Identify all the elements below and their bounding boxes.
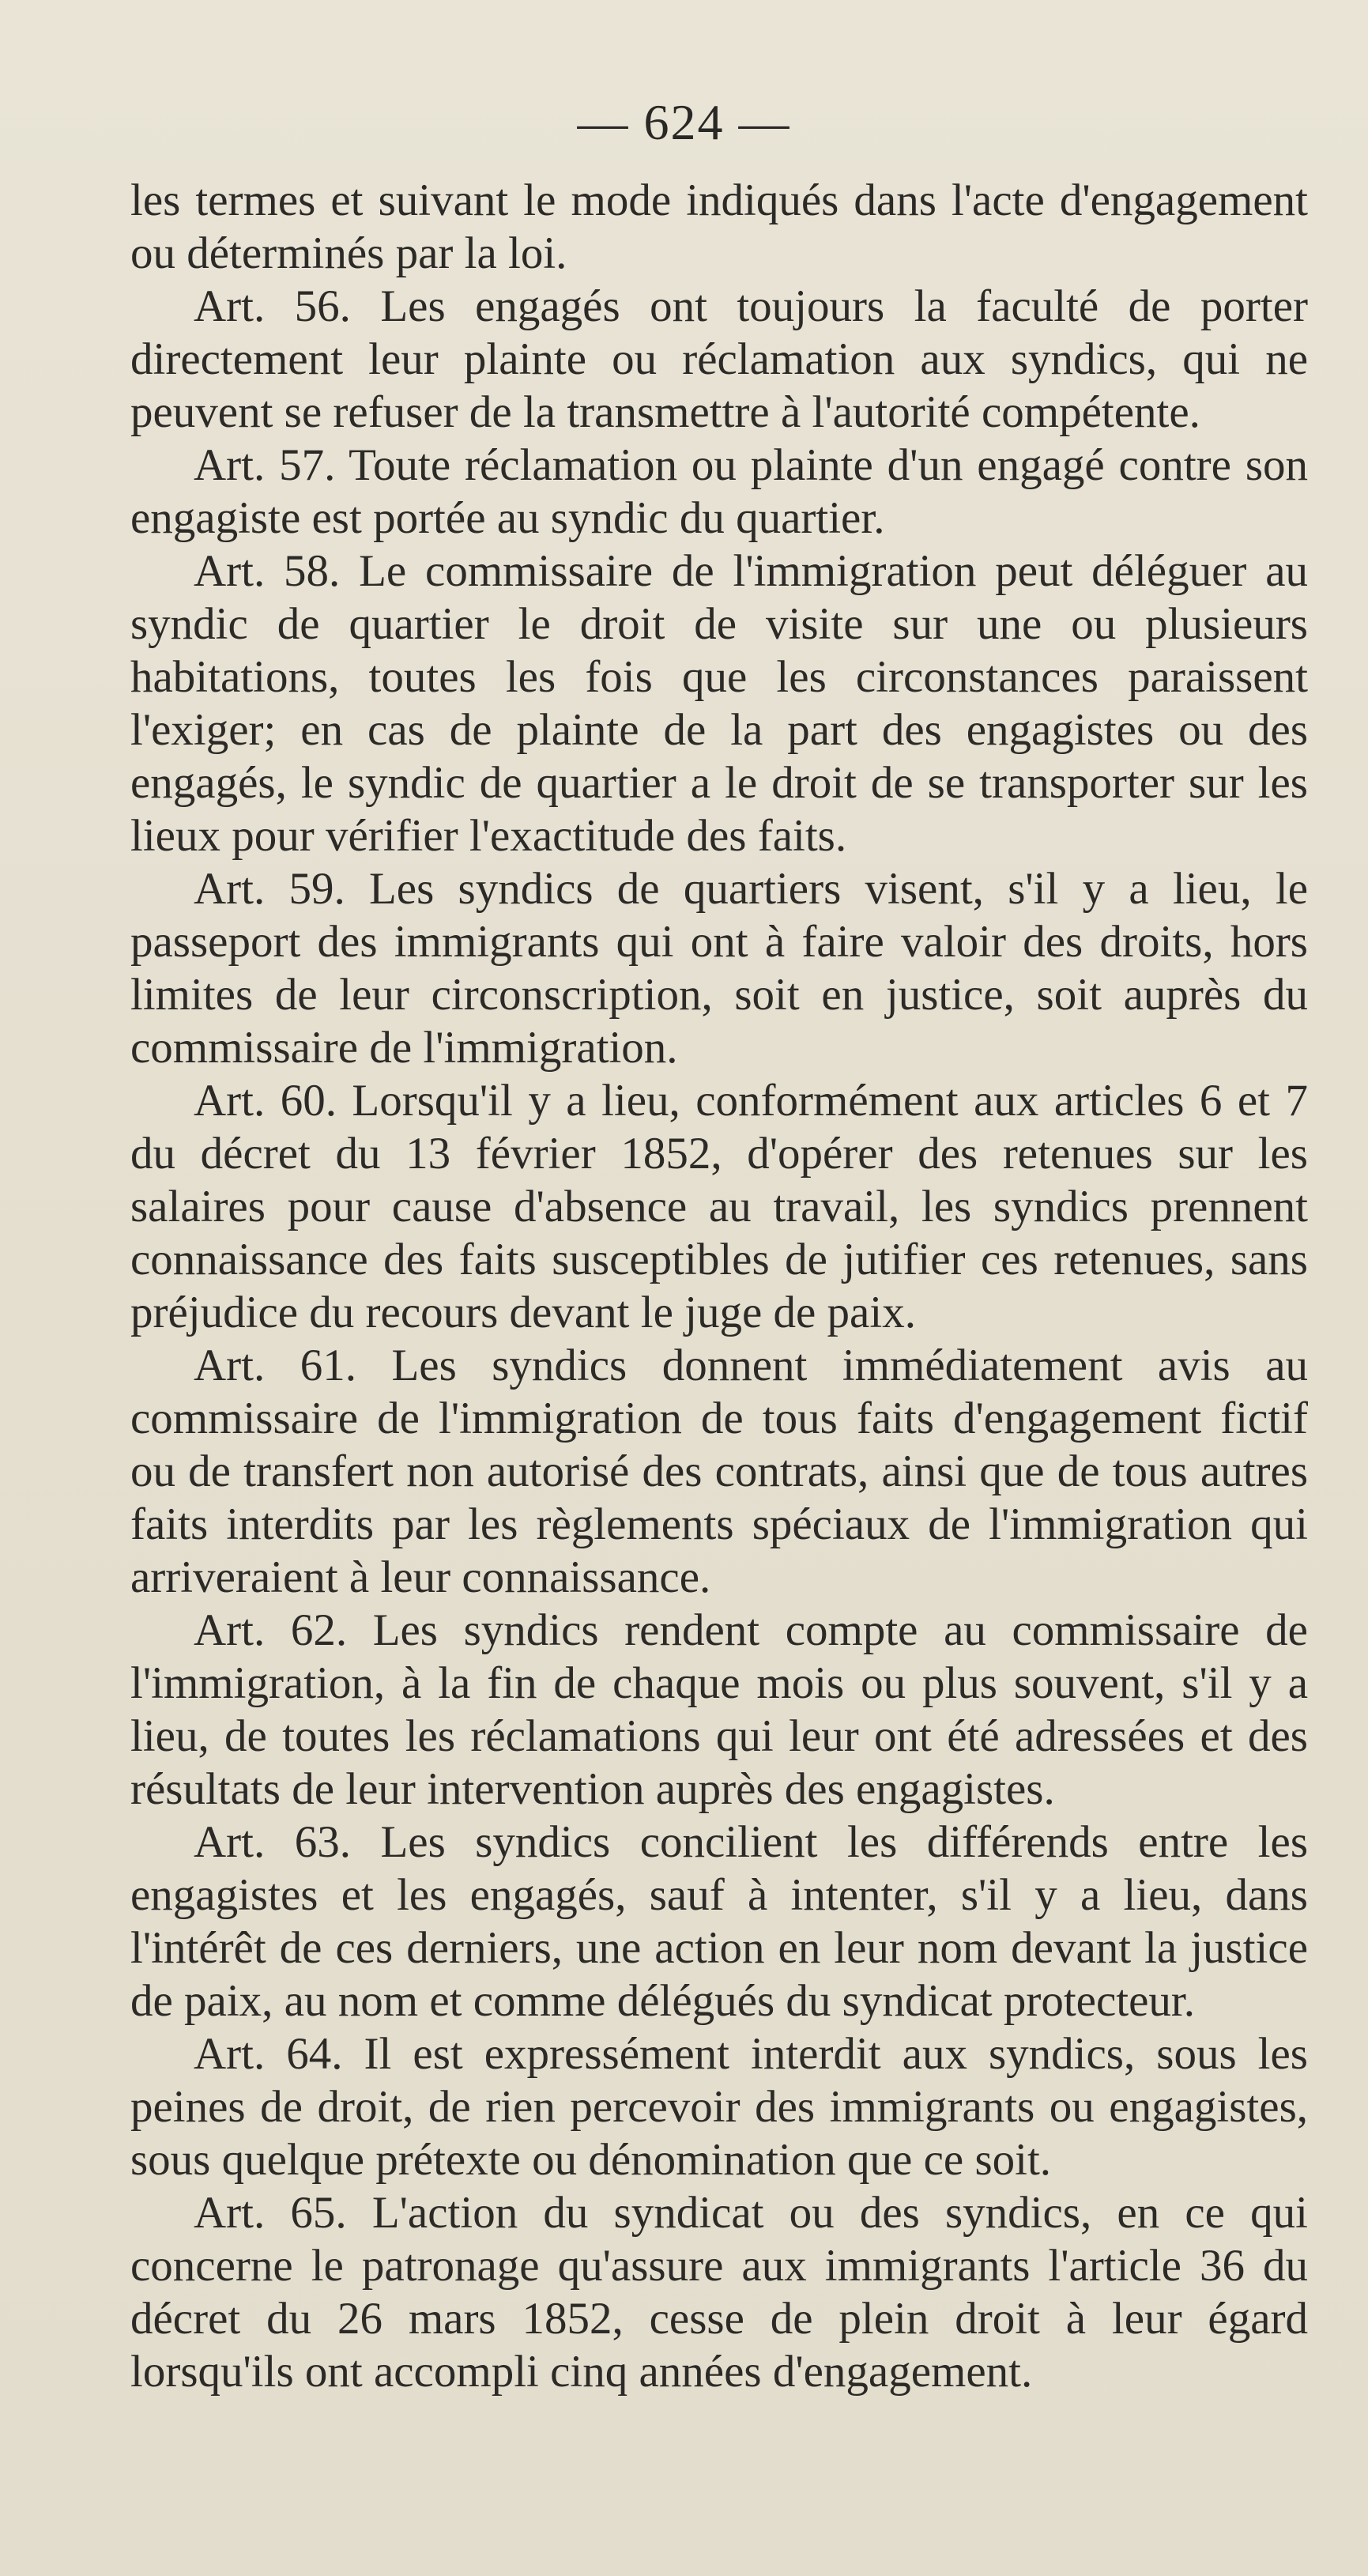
paragraph-article-59: Art. 59. Les syndics de quartiers visent, s'il y a lieu, le passeport des immigrants qui ont à faire valoir des droits, hors limites de leur circonscription, soit en justice, soit auprès du commissaire de l'immigration. bbox=[130, 864, 1308, 1073]
paragraph-article-62: Art. 62. Les syndics rendent compte au commissaire de l'immigration, à la fin de chaque mois ou plus souvent, s'il y a lieu, de toutes les réclamations qui leur ont été adressées et des résultats de leur intervention auprès des engagistes. bbox=[130, 1605, 1308, 1814]
paragraph-article-65: Art. 65. L'action du syndicat ou des syndics, en ce qui concerne le patronage qu'assure aux immigrants l'article 36 du décret du 26 mars 1852, cesse de plein droit à leur égard lorsqu'ils ont accompli cinq années d'engagement. bbox=[130, 2188, 1308, 2397]
paragraph-article-58: Art. 58. Le commissaire de l'immigration peut déléguer au syndic de quartier le droit de visite sur une ou plusieurs habitations, toutes les fois que les circonstances paraissent l'exiger; en cas de plainte de la part des engagistes ou des engagés, le syndic de quartier a le droit de se transporter sur les lieux pour vérifier l'exactitude des faits. bbox=[130, 546, 1308, 861]
paragraph-continuation: les termes et suivant le mode indiqués dans l'acte d'engagement ou déterminés par la loi. bbox=[130, 175, 1308, 278]
paragraph-article-61: Art. 61. Les syndics donnent immédiatement avis au commissaire de l'immigration de tous faits d'engagement fictif ou de transfert non autorisé des contrats, ainsi que de tous autres faits interdits par les règlements spéciaux de l'immigration qui arriveraient à leur connaissance. bbox=[130, 1341, 1308, 1602]
body-text bbox=[130, 174, 1308, 2398]
paragraph-article-64: Art. 64. Il est expressément interdit aux syndics, sous les peines de droit, de rien percevoir des immigrants ou engagistes, sous quelque prétexte ou dénomination que ce soit. bbox=[130, 2029, 1308, 2185]
paragraph-article-63: Art. 63. Les syndics concilient les différends entre les engagistes et les engagés, sauf à intenter, s'il y a lieu, dans l'intérêt de ces derniers, une action en leur nom devant la justice de paix, au nom et comme délégués du syndicat protecteur. bbox=[130, 1817, 1308, 2026]
paragraph-article-57: Art. 57. Toute réclamation ou plainte d'un engagé contre son engagiste est portée au syndic du quartier. bbox=[130, 440, 1308, 543]
paragraph-article-60: Art. 60. Lorsqu'il y a lieu, conformément aux articles 6 et 7 du décret du 13 février 1852, d'opérer des retenues sur les salaires pour cause d'absence au travail, les syndics prennent connaissance des faits susceptibles de jutifier ces retenues, sans préjudice du recours devant le juge de paix. bbox=[130, 1076, 1308, 1337]
page-number: — 624 — bbox=[577, 94, 791, 150]
paragraph-article-56: Art. 56. Les engagés ont toujours la faculté de porter directement leur plainte ou réclamation aux syndics, qui ne peuvent se refuser de la transmettre à l'autorité compétente. bbox=[130, 281, 1308, 437]
